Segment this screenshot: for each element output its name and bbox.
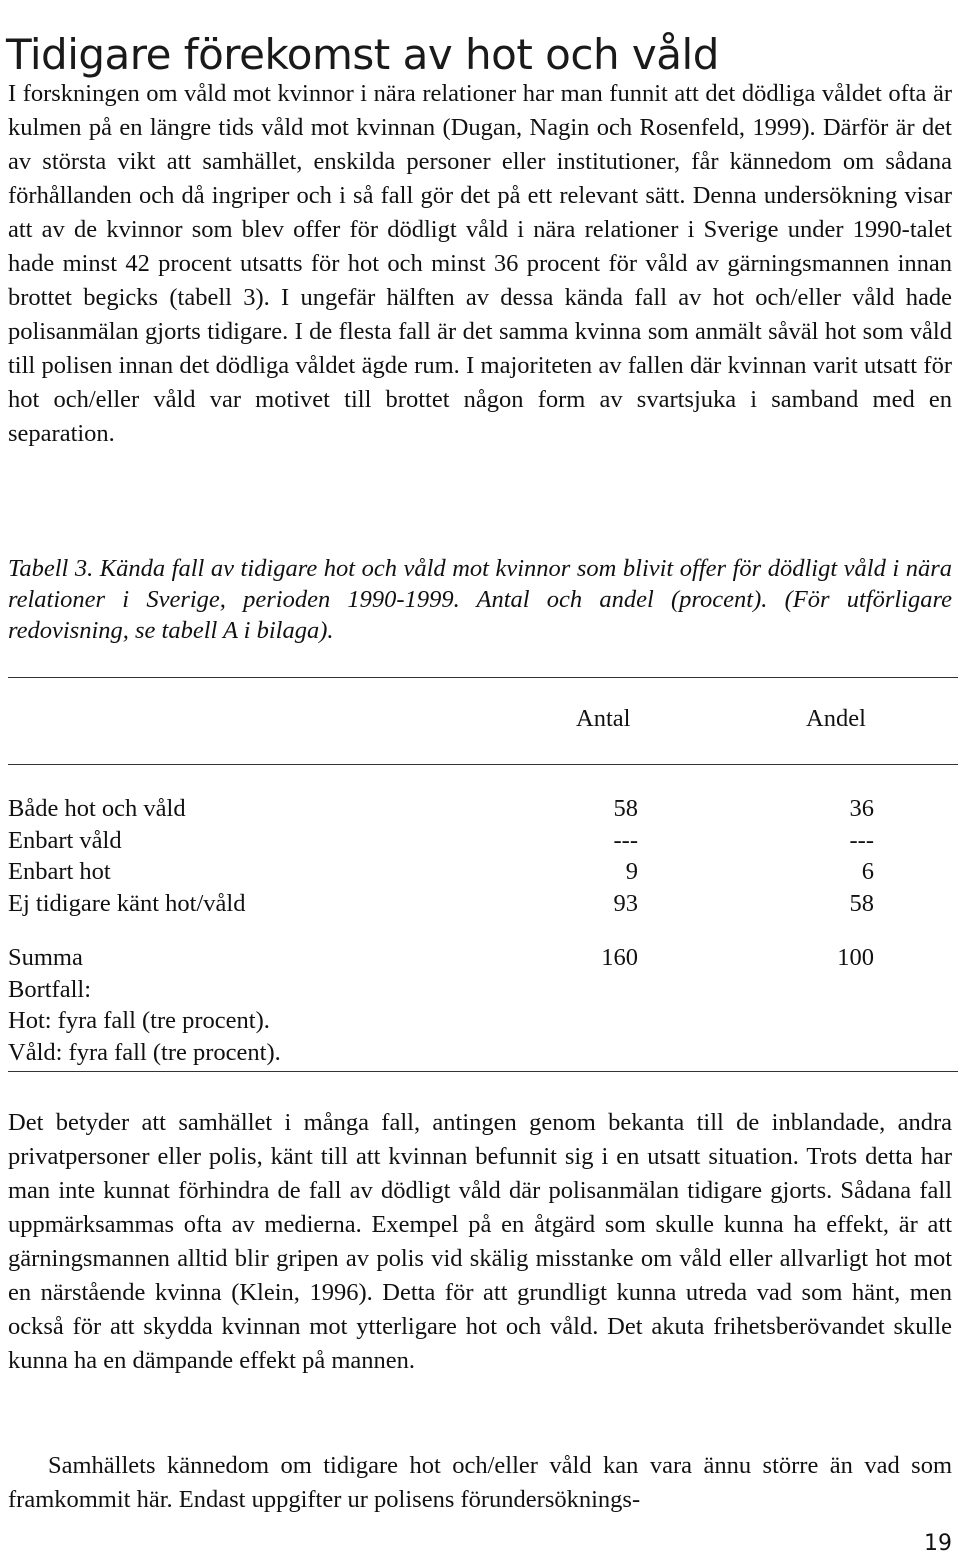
table-row (0, 827, 960, 859)
row-andel: 6 (861, 858, 874, 885)
table-summary-row (0, 944, 960, 976)
column-header-antal: Antal (576, 705, 631, 732)
summary-label: Summa (8, 944, 83, 971)
row-label: Både hot och våld (8, 795, 186, 822)
body-paragraph-2: Det betyder att samhället i många fall, antingen genom bekanta till de inblandade, andra privatpersoner eller polis, känt till att kvinnan befunnit sig i en utsatt situation. Trots detta har man inte kunnat förhindra de fall av dödligt våld där polisanmälan tidigare gjorts. Sådana fall uppmärksammas ofta av medierna. Exempel på en åtgärd som skulle kunna ha effekt, är att gärningsmannen alltid blir gripen av polis vid skälig misstanke om våld eller allvarligt hot mot en närstående kvinna (Klein, 1996). Detta för att grundligt kunna utreda vad som hänt, men också för att skydda kvinnan mot ytterligare hot och våld. Det akuta frihetsberövandet skulle kunna ha en dämpande effekt på mannen. (8, 1109, 952, 1374)
row-label: Ej tidigare känt hot/våld (8, 889, 246, 917)
note-text: Bortfall: (8, 975, 92, 1003)
table-top-rule (8, 677, 958, 678)
summary-antal: 160 (601, 944, 638, 971)
note-text: Hot: fyra fall (tre procent). (8, 1007, 270, 1034)
table-header-rule (8, 764, 958, 765)
note-text: Våld: fyra fall (tre procent). (8, 1038, 281, 1066)
table-row (0, 858, 960, 890)
row-andel: 58 (849, 889, 874, 917)
body-paragraph-1: I forskningen om våld mot kvinnor i nära relationer har man funnit att det dödliga våldet ofta är kulmen på en längre tids våld mot kvinnan (Dugan, Nagin och Rosenfeld, 1999). Därför är det av största vikt att samhället, enskilda personer eller institutioner, får kännedom om sådana förhållanden och då ingriper och i så fall gör det på ett relevant sätt. Denna undersökning visar att av de kvinnor som blev offer för dödligt våld i nära relationer i Sverige under 1990-talet hade minst 42 procent utsatts för hot och minst 36 procent för våld av gärningsmannen innan brottet begicks (tabell 3). I ungefär hälften av dessa kända fall av hot och/eller våld hade polisanmälan gjorts tidigare. I de flesta fall är det samma kvinna som anmält såväl hot som våld till polisen innan det dödliga våldet ägde rum. I majoriteten av fallen där kvinnan varit utsatt för hot och/eller våld var motivet till brottet någon form av svartsjuka i samband med en separation. (8, 80, 952, 447)
table-row-gap (0, 921, 960, 944)
row-andel: --- (849, 826, 874, 854)
row-label: Enbart våld (8, 826, 122, 854)
row-antal: 93 (613, 889, 638, 917)
table-note (0, 1039, 960, 1071)
table-body (0, 795, 960, 1070)
table-bottom-rule (8, 1071, 958, 1072)
row-antal: --- (613, 826, 638, 854)
table-row (0, 890, 960, 922)
body-paragraph-3: Samhällets kännedom om tidigare hot och/eller våld kan vara ännu större än vad som framkommit här. Endast uppgifter ur polisens förundersöknings- (8, 1452, 952, 1513)
page-number: 19 (924, 1531, 952, 1556)
table-row (0, 795, 960, 827)
summary-andel: 100 (837, 944, 874, 971)
section-heading: Tidigare förekomst av hot och våld (6, 30, 719, 80)
table-note (0, 1007, 960, 1039)
row-antal: 9 (625, 858, 638, 885)
row-label: Enbart hot (8, 858, 111, 885)
row-andel: 36 (849, 795, 874, 822)
column-header-andel: Andel (806, 705, 866, 732)
table-note (0, 976, 960, 1008)
table-caption: Tabell 3. Kända fall av tidigare hot och våld mot kvinnor som blivit offer för dödligt våld i nära relationer i Sverige, perioden 1990-1999. Antal och andel (procent). (För utförligare redovisning, se tabell A i bilaga). (8, 555, 952, 644)
row-antal: 58 (613, 795, 638, 822)
